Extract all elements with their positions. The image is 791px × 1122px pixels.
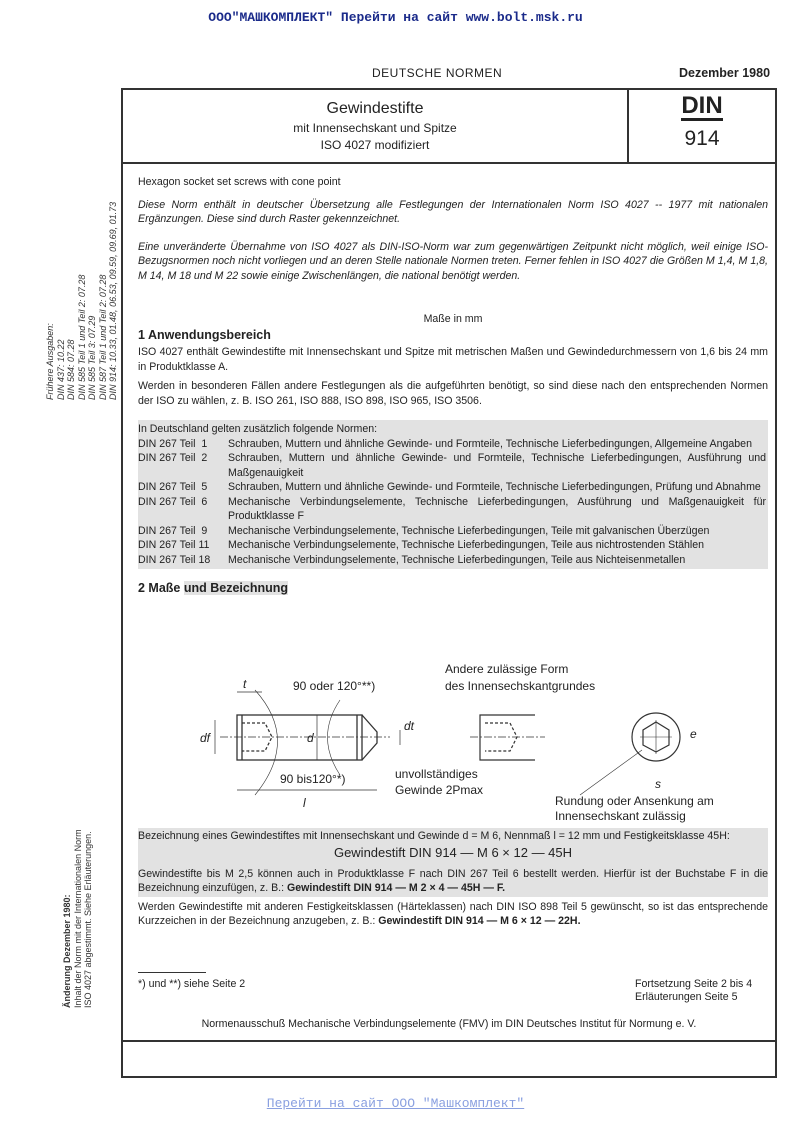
intro-paragraph-1: Diese Norm enthält in deutscher Übersetzung alle Festlegungen der Internationalen Norm ISO 4027 -- 1977 mit nationalen Ergänzungen. Diese sind durch Raster gekennzeichnet. — [138, 198, 768, 225]
dim-d: d — [307, 731, 314, 745]
earlier-editions: Frühere Ausgaben: DIN 437: 10.22 DIN 584: 07.28 DIN 585 Teil 1 und Teil 2: 07.28 DIN 585 Teil 3: 07.29 DIN 587 Teil 1 und Teil 2: 07.28 DIN 914: 10.33, 01.48, 06.53, 09.59, 09.69, 01.73 — [45, 201, 118, 400]
norm-title: Mechanische Verbindungselemente, Technische Lieferbedingungen, Teile mit galvanischen Überzügen — [228, 524, 710, 537]
footer-rule — [121, 1040, 777, 1042]
iso-reference: ISO 4027 modifiziert — [320, 138, 430, 152]
footnote-rule — [138, 972, 206, 973]
rounding-note-1: Rundung oder Ansenkung am — [555, 794, 714, 808]
norm-id: DIN 267 Teil 11 — [138, 539, 210, 551]
din-number: 914 — [684, 127, 720, 150]
thread-note-2: Gewinde 2Pmax — [395, 783, 484, 797]
norm-row — [138, 538, 766, 553]
dim-e: e — [690, 727, 697, 741]
norm-id: DIN 267 Teil 5 — [138, 481, 208, 493]
dim-dt: dt — [404, 719, 415, 733]
dim-l: l — [303, 796, 306, 810]
angle-top: 90 oder 120°**) — [293, 679, 376, 693]
norm-title: Mechanische Verbindungselemente, Technische Lieferbedingungen, Ausführung und Maßgenauigkeit für Produktklasse F — [228, 495, 766, 522]
norm-row — [138, 451, 766, 480]
norm-id: DIN 267 Teil 9 — [138, 524, 208, 537]
dim-t: t — [243, 677, 247, 691]
units-note: Maße in mm — [423, 313, 483, 325]
strength-class-paragraph: Werden Gewindestifte mit anderen Festigkeitsklassen (Härteklassen) nach DIN ISO 898 Teil 5 gewünscht, so ist das entsprechende Kurzzeichen in der Bezeichnung anzugeben, z. B.: Gewindestift DIN 914 — M 6 × 12 — 22H. — [138, 900, 768, 927]
din-logo: DIN — [681, 92, 723, 119]
rounding-note-2: Innensechskant zulässig — [555, 809, 686, 823]
english-title: Hexagon socket set screws with cone point — [138, 176, 341, 188]
intro-paragraph-2: Eine unveränderte Übernahme von ISO 4027 als DIN-ISO-Norm war zum gegenwärtigen Zeitpunkt nicht möglich, weil einige ISO-Bezugsnormen noch nicht vorliegen und an deren Stelle nationale Normen treten. Ferner fehlen in ISO 4027 die Größen M 1,4, M 1,8, M 14, M 18 und M 22 sowie einige Zwischenlängen, die national benötigt werden. — [138, 240, 768, 282]
scope-paragraph-1: ISO 4027 enthält Gewindestifte mit Innensechskant und Spitze mit metrischen Maßen und Gewindedurchmessern von 1,6 bis 24 mm in Produktklasse A. — [138, 346, 768, 373]
site-link-bottom[interactable]: Перейти на сайт ООО "Машкомплект" — [266, 1096, 525, 1111]
class-f-paragraph: Gewindestifte bis M 2,5 können auch in Produktklasse F nach DIN 267 Teil 6 bestellt werden. Hierfür ist der Buchstabe F in die Bezeichnung einzufügen, z. B.: Gewindestift DIN 914 — M 2 × 4 — 45H — F. — [138, 867, 768, 894]
footnote: *) und **) siehe Seite 2 — [138, 978, 246, 990]
norm-row — [138, 495, 766, 524]
norm-row — [138, 480, 766, 495]
designation-text: Bezeichnung eines Gewindestiftes mit Innensechskant und Gewinde d = M 6, Nennmaß l = 12 mm und Festigkeitsklasse 45H: — [138, 830, 730, 842]
end-view — [580, 713, 680, 795]
norm-id: DIN 267 Teil 1 — [138, 437, 208, 450]
dim-s: s — [655, 777, 661, 791]
scope-paragraph-2: Werden in besonderen Fällen andere Festlegungen als die aufgeführten benötigt, so sind diese nach den entsprechenden Normen der ISO zu wählen, z. B. ISO 261, ISO 888, ISO 898, ISO 965, ISO 3506. — [138, 380, 768, 407]
norm-title: Schrauben, Muttern und ähnliche Gewinde- und Formteile, Technische Lieferbedingungen, Ausführung und Maßgenauigkeit — [228, 452, 766, 479]
series-label: DEUTSCHE NORMEN — [372, 66, 503, 80]
continuation-note: Fortsetzung Seite 2 bis 4 Erläuterungen Seite 5 — [635, 978, 753, 1003]
norm-row — [138, 524, 766, 539]
section-1-heading: 1 Anwendungsbereich — [138, 328, 271, 342]
alt-form-view — [470, 715, 545, 760]
doc-subtitle: mit Innensechskant und Spitze — [293, 121, 457, 135]
table-intro: In Deutschland gelten zusätzlich folgende Normen: — [138, 423, 378, 435]
additional-norms-table — [138, 420, 768, 569]
alt-form-1: Andere zulässige Form — [445, 662, 569, 676]
thread-note-1: unvollständiges — [395, 767, 478, 781]
alt-form-2: des Innensechskantgrundes — [445, 679, 596, 693]
change-note: Änderung Dezember 1980: Inhalt der Norm mit der Internationalen Norm ISO 4027 abgestimmt. Siehe Erläuterungen. — [62, 829, 93, 1008]
site-link-top[interactable]: ООО"МАШКОМПЛЕКТ" Перейти на сайт www.bolt.msk.ru — [208, 10, 583, 25]
issue-date: Dezember 1980 — [679, 66, 771, 80]
norm-id: DIN 267 Teil 18 — [138, 553, 211, 566]
committee: Normenausschuß Mechanische Verbindungselemente (FMV) im DIN Deutsches Institut für Normung e. V. — [201, 1018, 697, 1030]
designation-example: Gewindestift DIN 914 — M 6 × 12 — 45H — [333, 844, 573, 860]
screw-drawing — [190, 660, 750, 825]
norm-title: Schrauben, Muttern und ähnliche Gewinde- und Formteile, Technische Lieferbedingungen, Prüfung und Abnahme — [228, 481, 761, 493]
doc-title: Gewindestifte — [326, 100, 424, 117]
designation-block — [138, 828, 768, 897]
norm-title: Mechanische Verbindungselemente, Technische Lieferbedingungen, Teile aus nichtrostenden Stählen — [228, 539, 705, 551]
norm-row — [138, 437, 766, 452]
norm-row — [138, 553, 766, 568]
angle-bottom: 90 bis120°*) — [280, 772, 346, 786]
dim-df: df — [200, 731, 211, 745]
norm-id: DIN 267 Teil 2 — [138, 452, 208, 464]
section-2-heading: 2 Maße und Bezeichnung — [138, 581, 289, 595]
norm-title: Mechanische Verbindungselemente, Technische Lieferbedingungen, Teile aus Nichteisenmetallen — [228, 553, 686, 566]
norm-title: Schrauben, Muttern und ähnliche Gewinde- und Formteile, Technische Lieferbedingungen, Allgemeine Angaben — [228, 437, 752, 450]
norm-id: DIN 267 Teil 6 — [138, 495, 208, 508]
